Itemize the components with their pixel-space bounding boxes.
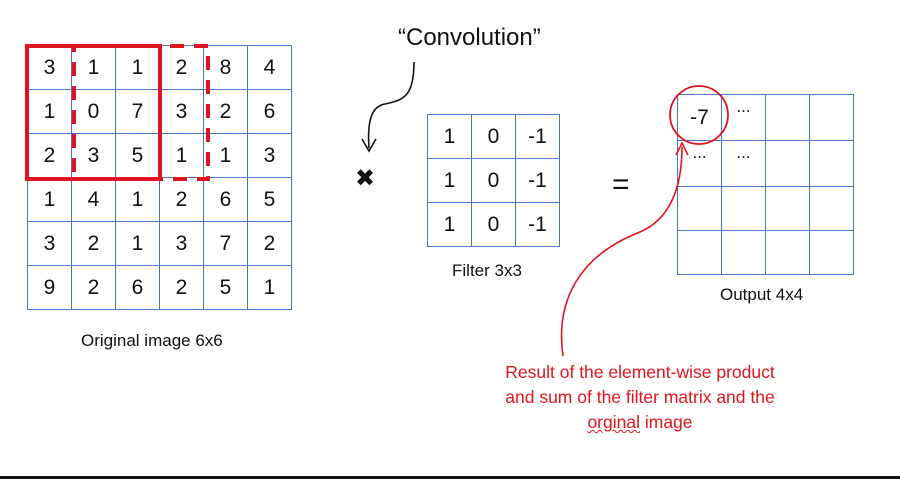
filter-cell: 1 <box>428 203 472 247</box>
image-cell: 2 <box>160 266 204 310</box>
original-image-caption: Original image 6x6 <box>81 331 223 350</box>
filter-cell: 0 <box>472 115 516 159</box>
image-cell: 5 <box>204 266 248 310</box>
image-cell: 2 <box>204 90 248 134</box>
filter-cell: 1 <box>428 115 472 159</box>
image-cell: 1 <box>116 178 160 222</box>
image-cell: 1 <box>248 266 292 310</box>
image-cell: 2 <box>160 46 204 90</box>
filter-cell: 0 <box>472 159 516 203</box>
image-cell: 1 <box>28 90 72 134</box>
convolution-label: “Convolution” <box>398 24 541 51</box>
result-arrow <box>562 147 682 356</box>
image-cell: 6 <box>248 90 292 134</box>
filter-window-current <box>27 46 160 179</box>
annotation-text-after: image <box>640 412 693 432</box>
image-cell: 6 <box>116 266 160 310</box>
image-cell: 6 <box>204 178 248 222</box>
filter-cell: -1 <box>516 203 560 247</box>
image-cell: 5 <box>116 134 160 178</box>
image-cell: 0 <box>72 90 116 134</box>
image-cell: 8 <box>204 46 248 90</box>
filter-cell: 0 <box>472 203 516 247</box>
image-cell: 2 <box>248 222 292 266</box>
image-cell: 2 <box>72 266 116 310</box>
output-cell-result: -7 <box>678 95 722 141</box>
multiply-icon: ✖ <box>355 165 376 192</box>
image-cell: 4 <box>248 46 292 90</box>
output-cell: ... <box>678 141 722 187</box>
image-cell: 1 <box>116 46 160 90</box>
output-caption: Output 4x4 <box>720 285 804 304</box>
bottom-divider <box>0 476 900 479</box>
equals-sign: = <box>612 168 630 201</box>
image-cell: 7 <box>204 222 248 266</box>
image-cell: 1 <box>28 178 72 222</box>
filter-cell: 1 <box>428 159 472 203</box>
image-cell: 1 <box>72 46 116 90</box>
annotation-text-before: Result of the element-wise product and sum of the filter matrix and the <box>505 362 775 407</box>
image-cell: 3 <box>72 134 116 178</box>
image-cell: 3 <box>160 222 204 266</box>
result-highlight-circle <box>670 86 728 144</box>
image-cell: 1 <box>204 134 248 178</box>
image-cell: 3 <box>28 222 72 266</box>
image-cell: 4 <box>72 178 116 222</box>
image-cell: 3 <box>248 134 292 178</box>
output-cell: ... <box>722 95 766 141</box>
convolution-arrow <box>369 62 414 148</box>
misspelled-word: orginal <box>587 412 640 432</box>
image-cell: 7 <box>116 90 160 134</box>
image-cell: 1 <box>160 134 204 178</box>
image-cell: 5 <box>248 178 292 222</box>
image-cell: 2 <box>28 134 72 178</box>
image-cell: 2 <box>160 178 204 222</box>
filter-window-next <box>74 46 208 179</box>
image-cell: 3 <box>160 90 204 134</box>
filter-cell: -1 <box>516 115 560 159</box>
output-cell: ... <box>722 141 766 187</box>
filter-caption: Filter 3x3 <box>452 261 522 280</box>
image-cell: 2 <box>72 222 116 266</box>
image-cell: 9 <box>28 266 72 310</box>
image-cell: 3 <box>28 46 72 90</box>
filter-cell: -1 <box>516 159 560 203</box>
image-cell: 1 <box>116 222 160 266</box>
